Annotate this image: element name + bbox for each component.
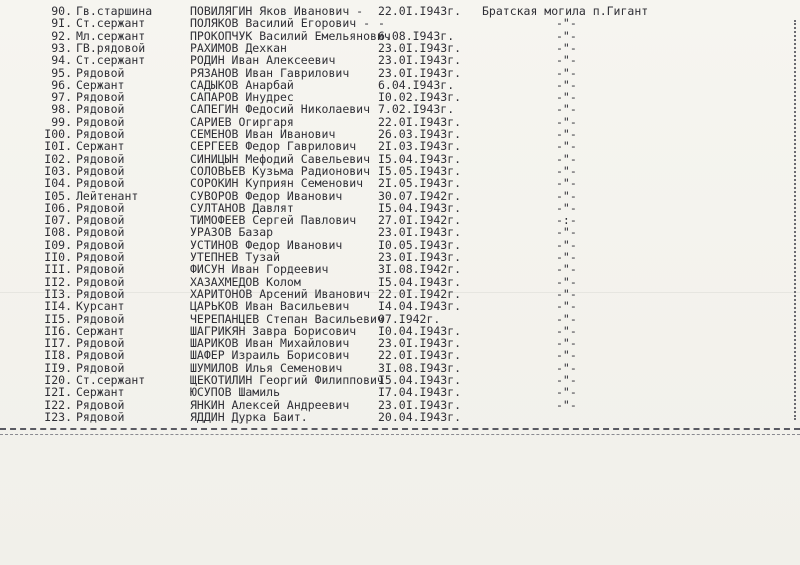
row-num: II6. bbox=[44, 323, 72, 338]
row-num: II2. bbox=[44, 274, 72, 289]
row-rank: Ст.сержант bbox=[76, 373, 146, 387]
row-ditto: -"- bbox=[556, 139, 577, 154]
row-date: 6.04.I943г. bbox=[378, 77, 455, 92]
row-date: - bbox=[378, 16, 385, 31]
row-num: II5. bbox=[44, 311, 72, 326]
row-ditto: -"- bbox=[556, 373, 577, 387]
row-date: 7.02.I943г. bbox=[378, 102, 455, 117]
row-name: РЯЗАНОВ Иван Гаврилович bbox=[190, 65, 350, 80]
row-name: РОДИН Иван Алексеевич bbox=[190, 53, 336, 68]
row-num: II4. bbox=[44, 299, 72, 314]
row-rank: Сержант bbox=[76, 385, 125, 400]
row-num: 93. bbox=[51, 40, 72, 55]
row-num: I22. bbox=[44, 397, 72, 412]
row-rank: Сержант bbox=[76, 323, 125, 338]
row-date: 22.0I.I943г. bbox=[378, 4, 462, 18]
row-ditto: -"- bbox=[556, 65, 577, 80]
row-rank: Рядовой bbox=[76, 163, 125, 178]
row-name: СУЛТАНОВ Давлят bbox=[190, 200, 294, 215]
perforated-edge bbox=[792, 20, 796, 420]
row-ditto: -"- bbox=[556, 53, 577, 68]
row-ditto: -"- bbox=[556, 90, 577, 105]
row-rank: Рядовой bbox=[76, 213, 125, 228]
row-num: 96. bbox=[51, 77, 72, 92]
row-ditto: -"- bbox=[556, 397, 577, 412]
row-date: 2I.05.I943г. bbox=[378, 176, 462, 191]
row-ditto: -"- bbox=[556, 16, 577, 31]
dashed-separator bbox=[0, 428, 800, 430]
row-rank: ГВ.рядовой bbox=[76, 40, 146, 55]
row-num: 9I. bbox=[51, 16, 72, 31]
row-rank: Рядовой bbox=[76, 409, 125, 424]
row-rank: Рядовой bbox=[76, 397, 125, 412]
row-name: ШУМИЛОВ Илья Семенович bbox=[190, 360, 343, 375]
row-name: УРАЗОВ Базар bbox=[190, 225, 274, 240]
row-num: 97. bbox=[51, 90, 72, 105]
row-date: 27.0I.I942г. bbox=[378, 213, 462, 228]
row-ditto: -"- bbox=[556, 40, 577, 55]
row-ditto: -"- bbox=[556, 28, 577, 43]
row-name: ЮСУПОВ Шамиль bbox=[190, 385, 281, 400]
row-name: ЯДДИН Дурка Баит. bbox=[190, 409, 308, 424]
row-ditto: -"- bbox=[556, 127, 577, 141]
row-ditto: -"- bbox=[556, 151, 577, 166]
row-name: СЕМЕНОВ Иван Иванович bbox=[190, 127, 336, 141]
row-name: ТИМОФЕЕВ Сергей Павлович bbox=[190, 213, 357, 228]
row-num: I04. bbox=[44, 176, 72, 191]
row-name: САРИЕВ Огиргаря bbox=[190, 114, 294, 129]
row-name: ЦАРЬКОВ Иван Васильевич bbox=[190, 299, 350, 314]
row-date: I0.05.I943г. bbox=[378, 237, 462, 252]
row-date: I5.04.I943г. bbox=[378, 200, 462, 215]
row-name: ЧЕРЕПАНЦЕВ Степан Васильевич bbox=[190, 311, 384, 326]
row-rank: Курсант bbox=[76, 299, 125, 314]
row-ditto: -"- bbox=[556, 102, 577, 117]
list-row bbox=[0, 410, 800, 424]
row-name: САПАРОВ Инудрес bbox=[190, 90, 294, 105]
row-date: I5.04.I943г. bbox=[378, 373, 462, 387]
row-name: ПРОКОПЧУК Василий Емельянович bbox=[190, 28, 391, 43]
row-name: СИНИЦЫН Мефодий Савельевич bbox=[190, 151, 371, 166]
row-date: 3I.08.I943г. bbox=[378, 360, 462, 375]
row-rank: Рядовой bbox=[76, 102, 125, 117]
row-ditto: -"- bbox=[556, 385, 577, 400]
row-num: I05. bbox=[44, 188, 72, 203]
row-ditto: -"- bbox=[556, 237, 577, 252]
row-name: СЕРГЕЕВ Федор Гаврилович bbox=[190, 139, 357, 154]
row-name: ЯНКИН Алексей Андреевич bbox=[190, 397, 350, 412]
row-ditto: -"- bbox=[556, 286, 577, 301]
row-rank: Сержант bbox=[76, 139, 125, 154]
row-num: I02. bbox=[44, 151, 72, 166]
row-rank: Рядовой bbox=[76, 176, 125, 191]
row-name: САДЫКОВ Анарбай bbox=[190, 77, 294, 92]
row-name: ХАЗАХМЕДОВ Колом bbox=[190, 274, 301, 289]
row-rank: Рядовой bbox=[76, 151, 125, 166]
row-ditto: -"- bbox=[556, 250, 577, 264]
row-date: I5.04.I943г. bbox=[378, 151, 462, 166]
row-ditto: -"- bbox=[556, 348, 577, 363]
row-rank: Рядовой bbox=[76, 225, 125, 240]
row-num: II8. bbox=[44, 348, 72, 363]
dashed-separator-secondary bbox=[0, 434, 800, 435]
row-num: 99. bbox=[51, 114, 72, 129]
row-date: I5.04.I943г. bbox=[378, 274, 462, 289]
row-date: 23.0I.I943г. bbox=[378, 397, 462, 412]
row-date: 23.0I.I943г. bbox=[378, 336, 462, 351]
row-name: СУВОРОВ Федор Иванович bbox=[190, 188, 343, 203]
row-num: II7. bbox=[44, 336, 72, 351]
row-ditto: -"- bbox=[556, 176, 577, 191]
row-date: I0.04.I943г. bbox=[378, 323, 462, 338]
row-num: I23. bbox=[44, 409, 72, 424]
row-burial: Братская могила п.Гигант bbox=[482, 4, 649, 18]
row-date: I7.04.I943г. bbox=[378, 385, 462, 400]
row-name: ШАРИКОВ Иван Михайлович bbox=[190, 336, 350, 351]
row-ditto: -"- bbox=[556, 163, 577, 178]
row-rank: Ст.сержант bbox=[76, 53, 146, 68]
row-num: I06. bbox=[44, 200, 72, 215]
row-date: 07.I942г. bbox=[378, 311, 441, 326]
row-num: 95. bbox=[51, 65, 72, 80]
row-rank: Рядовой bbox=[76, 348, 125, 363]
row-rank: Рядовой bbox=[76, 65, 125, 80]
row-rank: Рядовой bbox=[76, 250, 125, 264]
row-rank: Рядовой bbox=[76, 274, 125, 289]
row-rank: Ст.сержант bbox=[76, 16, 146, 31]
row-date: 22.0I.I942г. bbox=[378, 286, 462, 301]
row-num: II9. bbox=[44, 360, 72, 375]
row-rank: Рядовой bbox=[76, 311, 125, 326]
row-date: 2I.03.I943г. bbox=[378, 139, 462, 154]
row-rank: Сержант bbox=[76, 77, 125, 92]
row-ditto: -"- bbox=[556, 114, 577, 129]
row-name: САПЕГИН Федосий Николаевич bbox=[190, 102, 371, 117]
row-ditto: -"- bbox=[556, 188, 577, 203]
row-ditto: -"- bbox=[556, 225, 577, 240]
row-ditto: -"- bbox=[556, 323, 577, 338]
row-name: УТЕПНЕВ Тузай bbox=[190, 250, 281, 264]
row-rank: Рядовой bbox=[76, 200, 125, 215]
row-date: 22.0I.I943г. bbox=[378, 114, 462, 129]
row-date: 23.0I.I943г. bbox=[378, 250, 462, 264]
row-date: 26.03.I943г. bbox=[378, 127, 462, 141]
row-ditto: -"- bbox=[556, 336, 577, 351]
row-ditto: -"- bbox=[556, 200, 577, 215]
row-ditto: -"- bbox=[556, 274, 577, 289]
row-ditto: -"- bbox=[556, 77, 577, 92]
row-date: 30.07.I942г. bbox=[378, 188, 462, 203]
row-date: 23.0I.I943г. bbox=[378, 53, 462, 68]
row-ditto: -"- bbox=[556, 360, 577, 375]
row-num: I09. bbox=[44, 237, 72, 252]
row-date: I0.02.I943г. bbox=[378, 90, 462, 105]
row-num: 90. bbox=[51, 4, 72, 18]
row-ditto: -"- bbox=[556, 262, 577, 277]
row-num: I0I. bbox=[44, 139, 72, 154]
row-num: III. bbox=[44, 262, 72, 277]
row-name: УСТИНОВ Федор Иванович bbox=[190, 237, 343, 252]
row-num: I07. bbox=[44, 213, 72, 228]
row-name: ФИСУН Иван Гордеевич bbox=[190, 262, 329, 277]
row-rank: Рядовой bbox=[76, 237, 125, 252]
row-ditto: -"- bbox=[556, 299, 577, 314]
row-num: I00. bbox=[44, 127, 72, 141]
row-num: 94. bbox=[51, 53, 72, 68]
row-rank: Гв.старшина bbox=[76, 4, 153, 18]
row-name: СОРОКИН Куприян Семенович bbox=[190, 176, 364, 191]
row-ditto: -"- bbox=[556, 311, 577, 326]
row-rank: Рядовой bbox=[76, 127, 125, 141]
row-num: I03. bbox=[44, 163, 72, 178]
row-name: ХАРИТОНОВ Арсений Иванович bbox=[190, 286, 371, 301]
row-date: 20.04.I943г. bbox=[378, 409, 462, 424]
row-name: ШАГРИКЯН Завра Борисович bbox=[190, 323, 357, 338]
row-num: I20. bbox=[44, 373, 72, 387]
row-num: I08. bbox=[44, 225, 72, 240]
row-name: ШАФЕР Израиль Борисович bbox=[190, 348, 350, 363]
row-name: РАХИМОВ Дехкан bbox=[190, 40, 287, 55]
row-rank: Рядовой bbox=[76, 286, 125, 301]
row-date: I4.04.I943г. bbox=[378, 299, 462, 314]
row-num: II3. bbox=[44, 286, 72, 301]
row-date: I5.05.I943г. bbox=[378, 163, 462, 178]
row-date: 23.0I.I943г. bbox=[378, 225, 462, 240]
row-date: 6.08.I943г. bbox=[378, 28, 455, 43]
row-date: 23.0I.I943г. bbox=[378, 65, 462, 80]
row-rank: Лейтенант bbox=[76, 188, 139, 203]
row-num: I2I. bbox=[44, 385, 72, 400]
row-date: 22.0I.I943г. bbox=[378, 348, 462, 363]
row-name: ПОЛЯКОВ Василий Егорович - bbox=[190, 16, 371, 31]
row-rank: Рядовой bbox=[76, 90, 125, 105]
row-name: СОЛОВЬЕВ Кузьма Радионович bbox=[190, 163, 371, 178]
row-rank: Рядовой bbox=[76, 114, 125, 129]
row-rank: Рядовой bbox=[76, 360, 125, 375]
row-name: ЩЕКОТИЛИН Георгий Филиппович bbox=[190, 373, 384, 387]
row-num: II0. bbox=[44, 250, 72, 264]
row-date: 3I.08.I942г. bbox=[378, 262, 462, 277]
row-name: ПОВИЛЯГИН Яков Иванович - bbox=[190, 4, 364, 18]
row-rank: Рядовой bbox=[76, 336, 125, 351]
row-date: 23.0I.I943г. bbox=[378, 40, 462, 55]
row-num: 98. bbox=[51, 102, 72, 117]
row-ditto: -:- bbox=[556, 213, 577, 228]
row-rank: Мл.сержант bbox=[76, 28, 146, 43]
row-num: 92. bbox=[51, 28, 72, 43]
row-rank: Рядовой bbox=[76, 262, 125, 277]
